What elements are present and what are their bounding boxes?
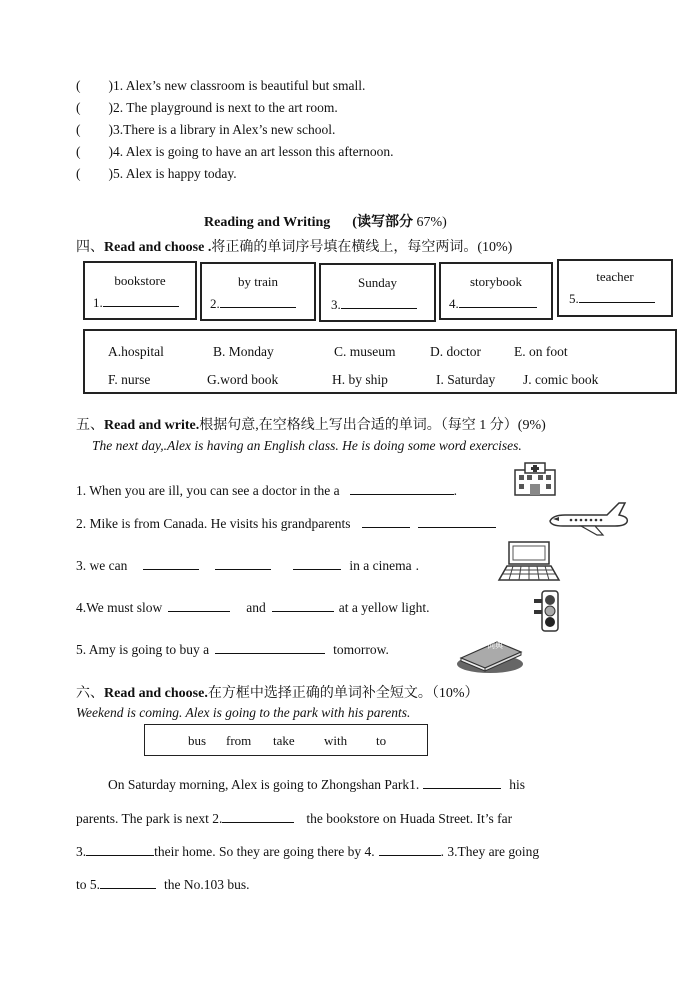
tf-item: ( )1. Alex’s new classroom is beautiful but small. [76, 78, 366, 93]
computer-icon [495, 540, 563, 584]
tf-item: ( )2. The playground is next to the art room. [76, 100, 338, 115]
section-4-heading: 四、Read and choose .将正确的单词序号填在横线上，每空两词。(10%) [76, 240, 513, 255]
tf-item-text: 2. The playground is next to the art room. [113, 100, 338, 115]
answer-blank[interactable] [222, 810, 294, 823]
tf-item-text: 3.There is a library in Alex’s new school. [113, 122, 336, 137]
word-box-2: by train 2. [200, 262, 316, 321]
dictionary-label: 词典 [487, 641, 503, 650]
word-box-4: storybook 4. [439, 262, 553, 320]
option: F. nurse [108, 372, 151, 387]
question-5: 5. Amy is going to buy a tomorrow. [76, 642, 389, 657]
answer-blank[interactable] [350, 482, 454, 495]
option: D. doctor [430, 344, 481, 359]
answer-blank[interactable] [168, 599, 230, 612]
passage-line-1: On Saturday morning, Alex is going to Zhongshan Park1. his [108, 777, 525, 792]
section-5-intro: The next day,.Alex is having an English class. He is doing some word exercises. [92, 438, 522, 453]
answer-blank[interactable] [103, 294, 179, 307]
word-bank-item: with [324, 733, 348, 748]
hospital-icon [512, 460, 558, 496]
word-bank-box [144, 724, 428, 756]
word-bank-item: to [376, 733, 387, 748]
answer-blank[interactable] [215, 641, 325, 654]
reading-writing-heading: Reading and Writing (读写部分 67%) [204, 215, 447, 230]
answer-blank[interactable] [143, 557, 199, 570]
answer-blank[interactable] [423, 776, 501, 789]
answer-blank[interactable] [272, 599, 334, 612]
word-box-1: bookstore 1. [83, 261, 197, 320]
option: G.word book [207, 372, 279, 387]
answer-blank[interactable] [215, 557, 271, 570]
word-bank-item: bus [188, 733, 207, 748]
tf-item-text: 1. Alex’s new classroom is beautiful but small. [113, 78, 366, 93]
answer-blank[interactable] [379, 843, 441, 856]
question-2: 2. Mike is from Canada. He visits his grandparents [76, 515, 496, 532]
answer-blank[interactable] [341, 296, 417, 309]
tf-item: ( )4. Alex is going to have an art lesson this afternoon. [76, 144, 394, 159]
word-bank-item: take [273, 733, 295, 748]
traffic-light-icon [532, 589, 568, 635]
tf-item-text: 5. Alex is happy today. [113, 166, 237, 181]
section-6-heading: 六、Read and choose.在方框中选择正确的单词补全短文。（10%） [76, 686, 479, 701]
option: C. museum [334, 344, 396, 359]
option: B. Monday [213, 344, 274, 359]
answer-blank[interactable] [293, 557, 341, 570]
passage-line-2: parents. The park is next 2. the bookstore on Huada Street. It’s far [76, 811, 513, 826]
answer-blank[interactable] [579, 290, 655, 303]
word-bank-item: from [226, 733, 252, 748]
answer-blank[interactable] [459, 295, 537, 308]
question-4: 4.We must slow and at a yellow light. [76, 600, 430, 615]
answer-blank[interactable] [362, 515, 410, 528]
answer-blank[interactable] [86, 843, 154, 856]
passage-line-4: to 5. the No.103 bus. [76, 877, 250, 892]
tf-item: ( )3.There is a library in Alex’s new school. [76, 122, 336, 137]
option: E. on foot [514, 344, 568, 359]
answer-blank[interactable] [100, 876, 156, 889]
option: A.hospital [108, 344, 164, 359]
answer-blank[interactable] [418, 515, 496, 528]
word-box-5: teacher 5. [557, 259, 673, 317]
tf-item-text: 4. Alex is going to have an art lesson this afternoon. [113, 144, 394, 159]
word-box-3: Sunday 3. [319, 263, 436, 322]
passage-line-3: 3. their home. So they are going there by 4. . 3.They are going [76, 844, 540, 859]
dictionary-icon [455, 634, 525, 674]
option: H. by ship [332, 372, 388, 387]
airplane-icon [545, 499, 631, 537]
option: J. comic book [523, 372, 599, 387]
section-5-heading: 五、Read and write.根据句意,在空格线上写出合适的单词。（每空 1 分）(9%) [76, 418, 546, 433]
section-6-intro: Weekend is coming. Alex is going to the park with his parents. [76, 705, 411, 720]
question-3: 3. we can in a cinema . [76, 558, 419, 573]
question-1: 1. When you are ill, you can see a doctor in the a . [76, 483, 458, 498]
option: I. Saturday [436, 372, 496, 387]
options-box [83, 329, 677, 394]
tf-item: ( )5. Alex is happy today. [76, 166, 237, 181]
answer-blank[interactable] [220, 295, 296, 308]
